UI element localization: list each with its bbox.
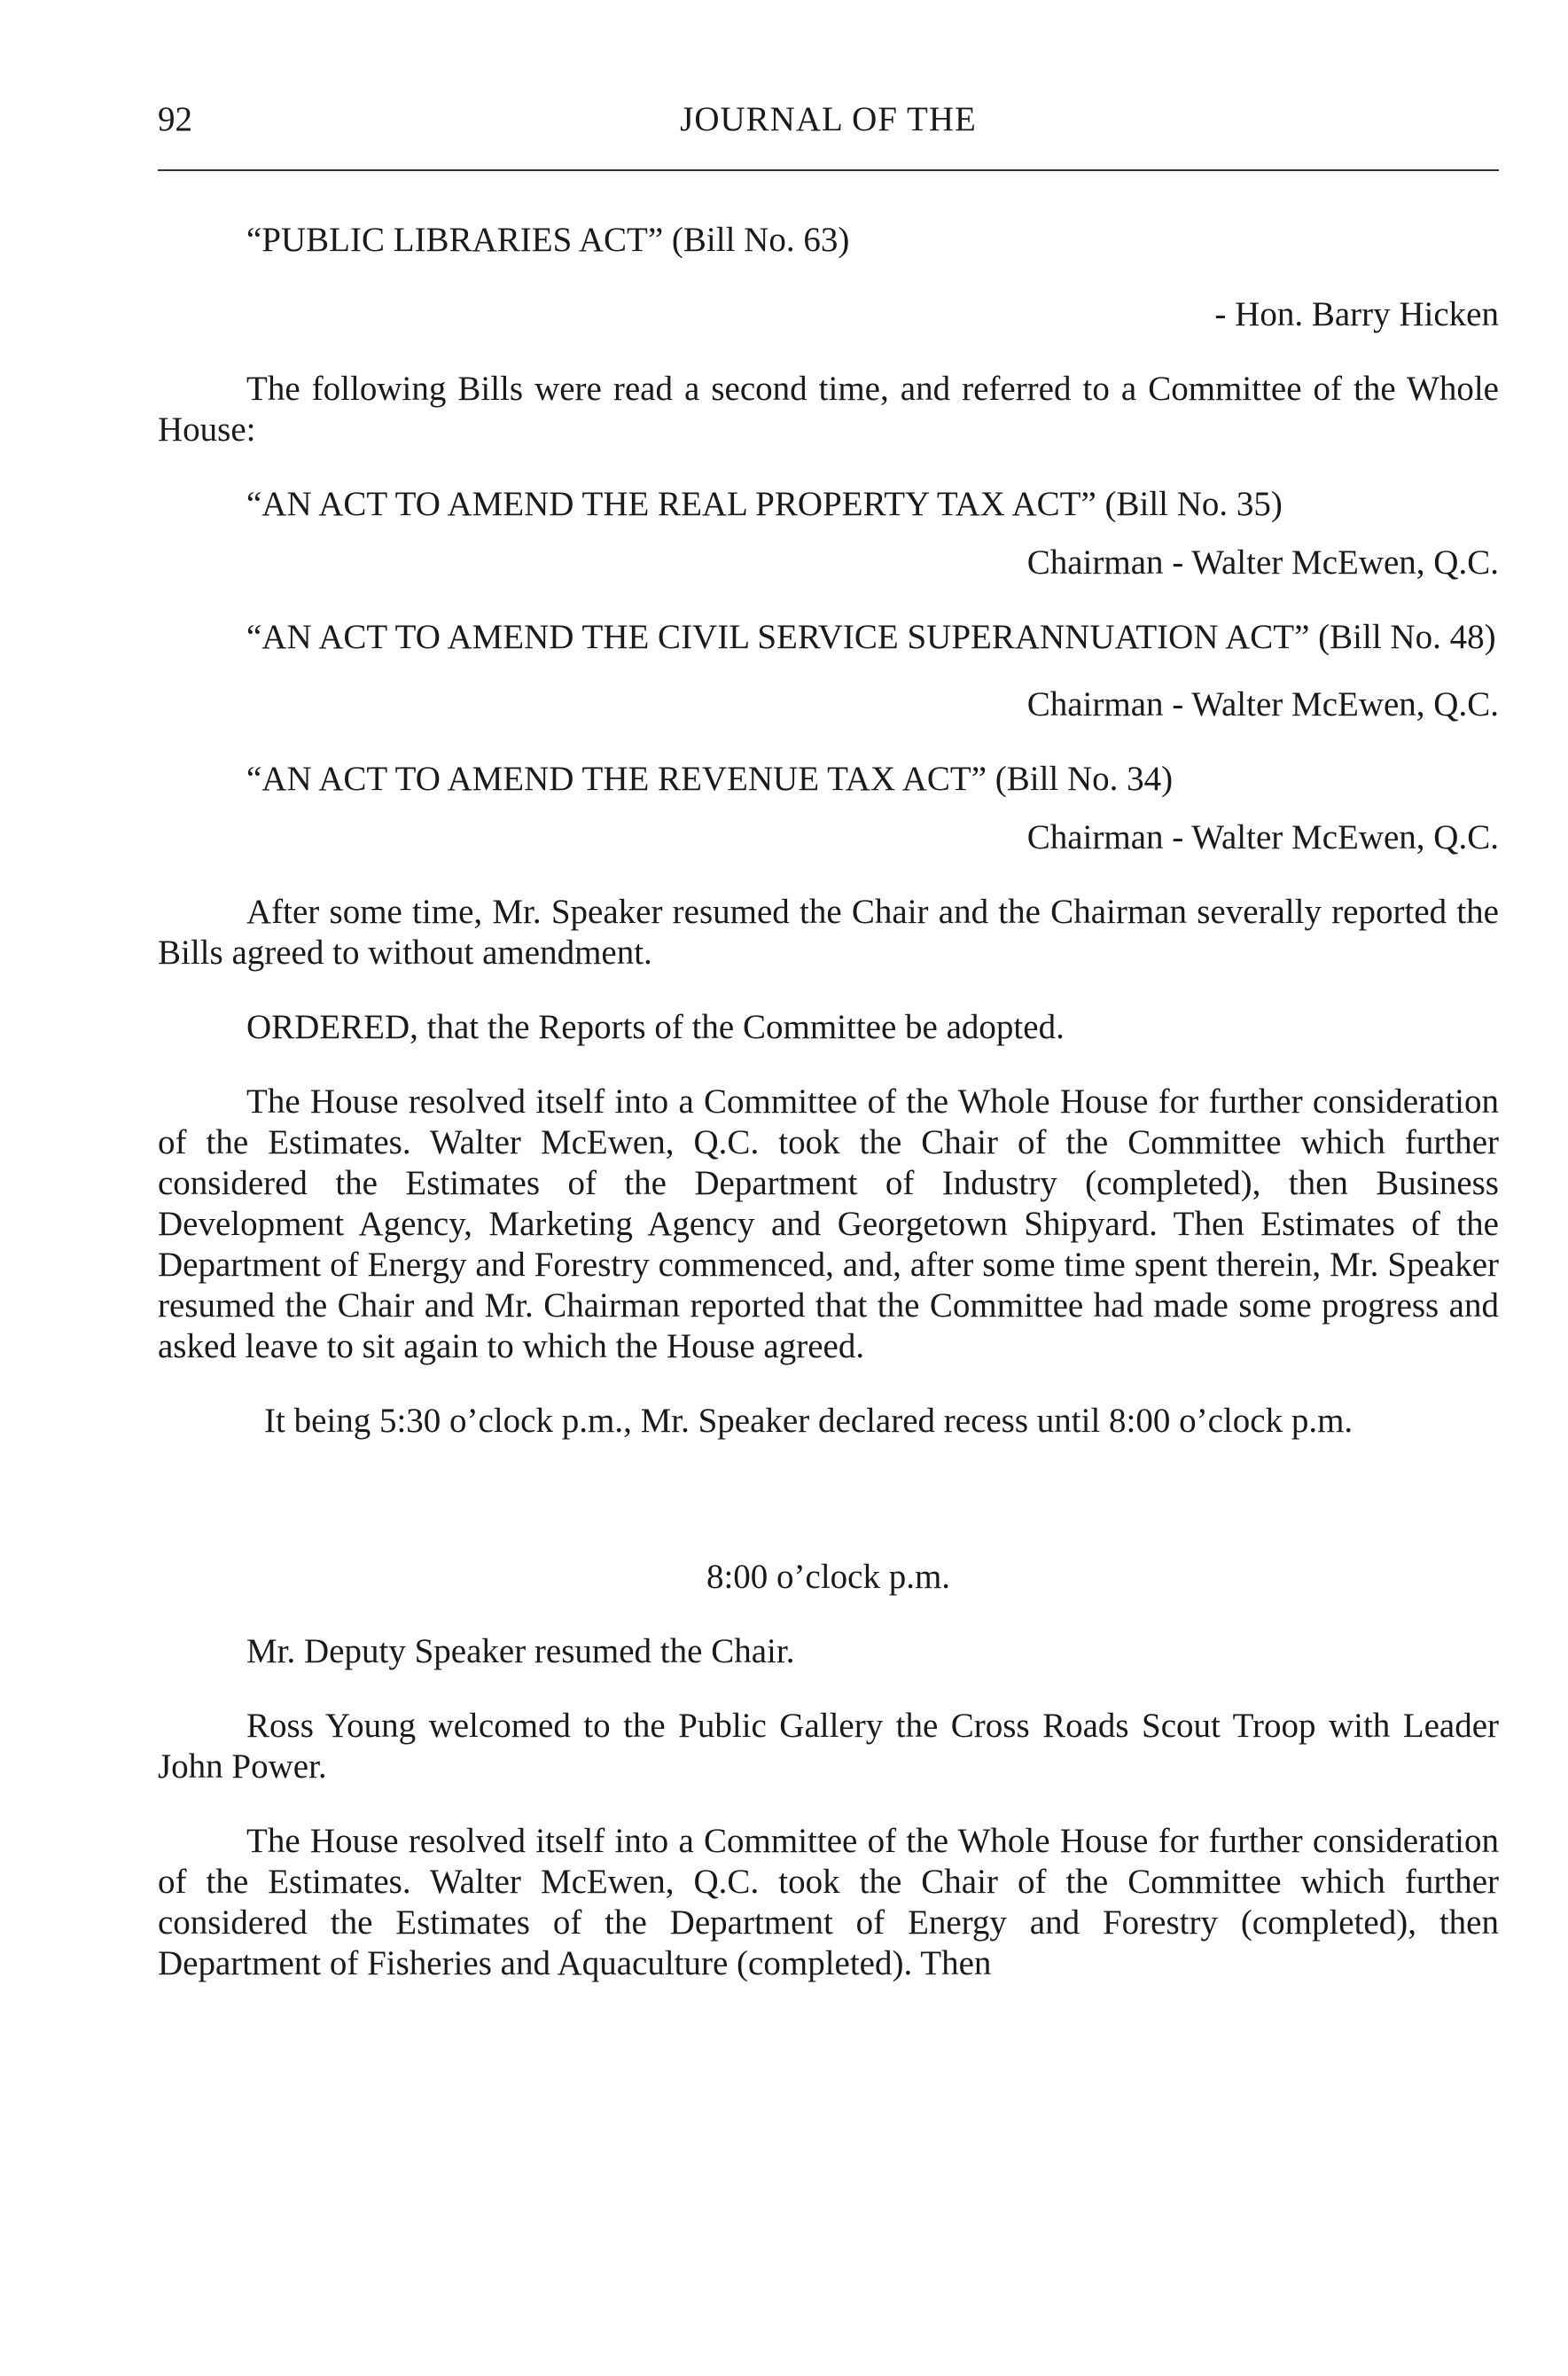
bill-63-sponsor: - Hon. Barry Hicken	[1214, 295, 1499, 333]
deputy-speaker-paragraph: Mr. Deputy Speaker resumed the Chair.	[246, 1632, 795, 1670]
evening-time: 8:00 o’clock p.m.	[706, 1558, 951, 1596]
journal-body	[158, 220, 1499, 1984]
second-reading-intro: The following Bills were read a second time, and referred to a Committee of the Whole House:	[158, 370, 1499, 449]
recess-paragraph: It being 5:30 o’clock p.m., Mr. Speaker declared recess until 8:00 o’clock p.m.	[264, 1402, 1353, 1440]
ordered-paragraph: ORDERED, that the Reports of the Committee be adopted.	[246, 1008, 1065, 1046]
estimates-paragraph-1: The House resolved itself into a Committee of the Whole House for further consideration of the Estimates. Walter McEwen, Q.C. took the Chair of the Committee which further considered the Estimates of the Department of Industry (completed), then Business Development Agency, Marketing Agency and Georgetown Shipyard. Then Estimates of the Department of Energy and Forestry commenced, and, after some time spent therein, Mr. Speaker resumed the Chair and Mr. Chairman reported that the Committee had made some progress and asked leave to sit again to which the House agreed.	[158, 1082, 1499, 1365]
bill-48-chair: Chairman - Walter McEwen, Q.C.	[1026, 685, 1499, 723]
bill-34-chair: Chairman - Walter McEwen, Q.C.	[1026, 818, 1499, 856]
page-header	[158, 99, 1499, 144]
journal-page	[158, 0, 1499, 2376]
bill-34-title: “AN ACT TO AMEND THE REVENUE TAX ACT” (Bill No. 34)	[246, 760, 1174, 798]
after-some-time-paragraph: After some time, Mr. Speaker resumed the Chair and the Chairman severally reported the Bills agreed to without amendment.	[158, 893, 1499, 972]
bill-48-title: “AN ACT TO AMEND THE CIVIL SERVICE SUPERANNUATION ACT” (Bill No. 48)	[246, 618, 1496, 656]
page-number: 92	[158, 100, 192, 138]
estimates-paragraph-2: The House resolved itself into a Committee of the Whole House for further consideration of the Estimates. Walter McEwen, Q.C. took the Chair of the Committee which further considered the Estimates of the Department of Energy and Forestry (completed), then Department of Fisheries and Aquaculture (completed). Then	[158, 1822, 1499, 1982]
welcome-paragraph: Ross Young welcomed to the Public Gallery the Cross Roads Scout Troop with Leader John Power.	[158, 1707, 1499, 1786]
header-rule	[158, 169, 1499, 171]
bill-35-title: “AN ACT TO AMEND THE REAL PROPERTY TAX ACT” (Bill No. 35)	[246, 485, 1283, 523]
running-head: JOURNAL OF THE	[680, 100, 977, 138]
bill-35-chair: Chairman - Walter McEwen, Q.C.	[1026, 543, 1499, 582]
bill-63-title: “PUBLIC LIBRARIES ACT” (Bill No. 63)	[246, 221, 850, 259]
